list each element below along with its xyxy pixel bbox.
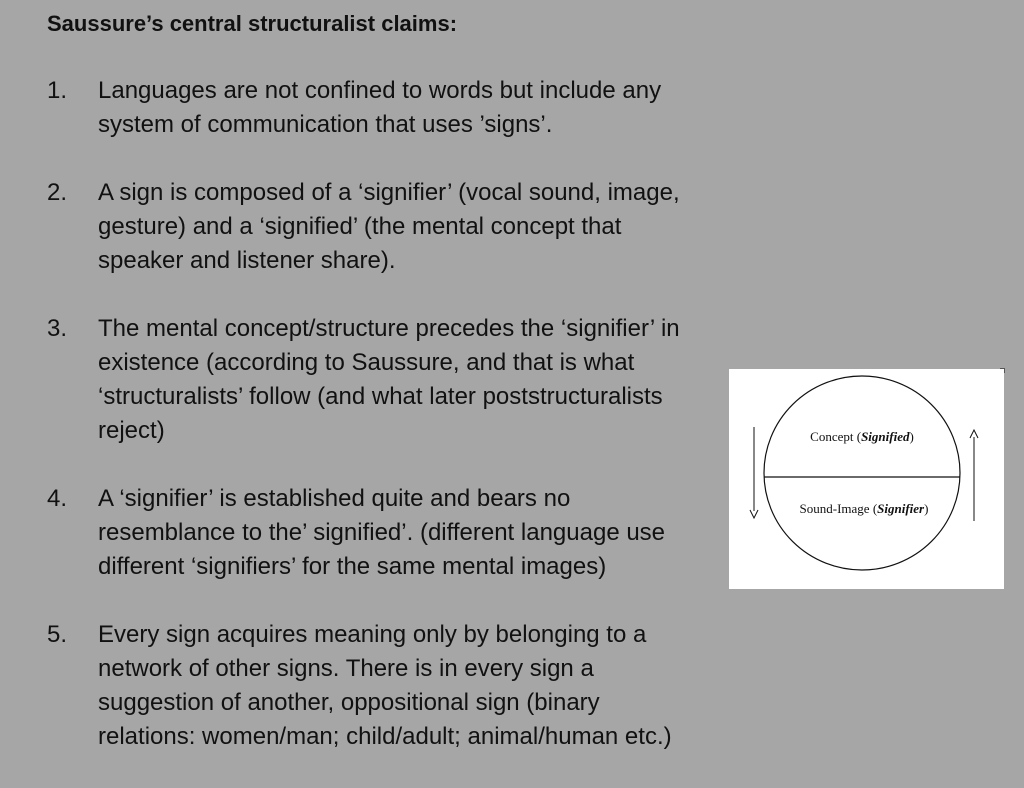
claim-number: 3.: [47, 315, 68, 342]
list-item: [47, 482, 767, 584]
list-item: [47, 176, 767, 278]
image-corner-mark: [1000, 368, 1005, 373]
down-arrow-icon: [750, 510, 758, 518]
up-arrow-icon: [970, 430, 978, 438]
claim-text: A sign is composed of a ‘signifier’ (vocal sound, image, gesture) and a ‘signified’ (the mental concept that speaker and listener share).: [98, 179, 680, 274]
claim-text: The mental concept/structure precedes the ‘signifier’ in existence (according to Saussure, and that is what ‘structuralists’ follow (and what later poststructuralists reject): [98, 315, 680, 444]
list-item: [47, 618, 767, 754]
sign-diagram-svg: [729, 369, 1004, 589]
claim-text: Every sign acquires meaning only by belonging to a network of other signs. There is in every sign a suggestion of another, oppositional sign (binary relations: women/man; child/adult; animal/human etc.): [98, 621, 672, 750]
claim-number: 2.: [47, 179, 68, 206]
sign-diagram: [729, 369, 1004, 589]
claim-text: A ‘signifier’ is established quite and bears no resemblance to the’ signified’. (different language use different ‘signifiers’ for the same mental images): [98, 485, 666, 580]
claim-text: Languages are not confined to words but include any system of communication that uses ’signs’.: [98, 77, 662, 138]
list-item: [47, 312, 767, 448]
claim-number: 5.: [47, 621, 68, 648]
claim-number: 1.: [47, 77, 68, 104]
claims-list: [47, 74, 767, 788]
sign-circle: [764, 376, 960, 570]
list-item: [47, 74, 767, 142]
slide-title: Saussure’s central structuralist claims:: [47, 11, 458, 36]
concept-label: Concept (Signified): [810, 429, 914, 444]
sound-image-label: Sound-Image (Signifier): [799, 501, 929, 516]
claim-number: 4.: [47, 485, 68, 512]
